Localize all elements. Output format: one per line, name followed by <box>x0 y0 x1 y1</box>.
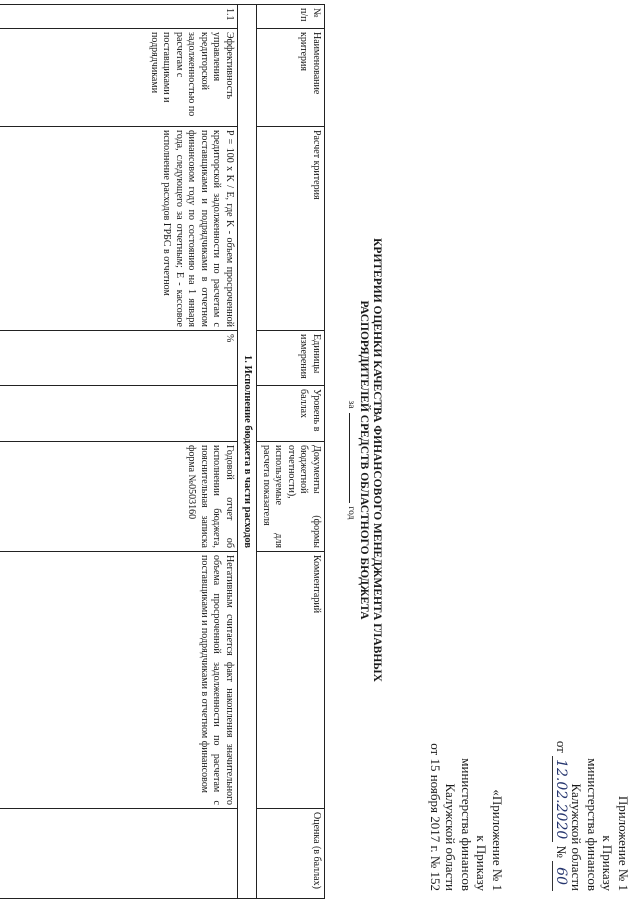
column-header: Документы (формы бюджетной отчетности), используемые для расчета показателя <box>257 442 325 552</box>
cell-level <box>0 386 238 442</box>
title-line: КРИТЕРИИ ОЦЕНКИ КАЧЕСТВА ФИНАНСОВОГО МЕНЕДЖМЕНТА ГЛАВНЫХ <box>371 238 383 682</box>
header-line: от 15 ноября 2017 г. № 152 <box>428 743 443 891</box>
header-line: Калужской области <box>443 783 459 891</box>
column-header: Наименование критерия <box>257 29 325 127</box>
period-prefix: за <box>346 400 356 409</box>
cell-units: % <box>0 331 238 386</box>
table-row <box>0 5 238 899</box>
column-header: Уровень в баллах <box>257 386 325 442</box>
header-line: министерства финансов <box>459 758 474 891</box>
date-prefix: от <box>554 740 569 753</box>
column-header: № п/п <box>257 5 325 29</box>
handwritten-date: 12.02.2020 <box>552 756 569 842</box>
column-header: Единицы измерения <box>257 331 325 386</box>
header-date-line <box>553 741 570 891</box>
header-line: Приложение № 1 <box>616 795 631 891</box>
period-suffix: год <box>346 506 356 520</box>
appendix-header-original <box>428 743 506 891</box>
period-line <box>346 140 356 780</box>
cell-documents: Годовой отчет об исполнении бюджета, пояснительная записка форма №0503160 <box>0 442 238 552</box>
section-title: 1. Исполнение бюджета в части расходов <box>238 5 258 899</box>
cell-score <box>0 809 238 899</box>
period-blank <box>349 413 350 503</box>
cell-calculation: P = 100 x K / E, где K - объем просроченной кредиторской задолженности по расчетам с поставщиками и подрядчиками в отчетном финансовом году по состоянию на 1 января года, следующего за отчетным; E - кассовое исполнение расходов ГРБС в отчетном <box>0 127 238 331</box>
cell-number: 1.1 <box>0 5 238 29</box>
header-line: министерства финансов <box>585 758 600 891</box>
appendix-header-current <box>553 741 632 891</box>
title-line: РАСПОРЯДИТЕЛЕЙ СРЕДСТВ ОБЛАСТНОГО БЮДЖЕТА <box>358 300 370 620</box>
cell-comment: Негативным считается факт накопления значительного объема просроченной задолженности по расчетам с поставщиками и подрядчиками в отчетном финансовом <box>0 552 238 809</box>
header-line: к Приказу <box>474 835 490 891</box>
table-header-row <box>257 5 325 899</box>
column-header: Расчет критерия <box>257 127 325 331</box>
column-header: Оценка (в баллах) <box>257 809 325 899</box>
cell-name: Эффективность управления кредиторской задолженностью по расчетам с поставщиками и подрядчиками <box>0 29 238 127</box>
handwritten-number: 60 <box>552 861 569 891</box>
document-title <box>357 140 383 780</box>
column-header: Комментарий <box>257 552 325 809</box>
header-line: Калужской области <box>569 783 585 891</box>
header-line: «Приложение № 1 <box>490 789 505 891</box>
criteria-table <box>0 4 325 899</box>
section-row <box>238 5 258 899</box>
header-line: к Приказу <box>600 835 616 891</box>
number-label: № <box>554 845 569 858</box>
